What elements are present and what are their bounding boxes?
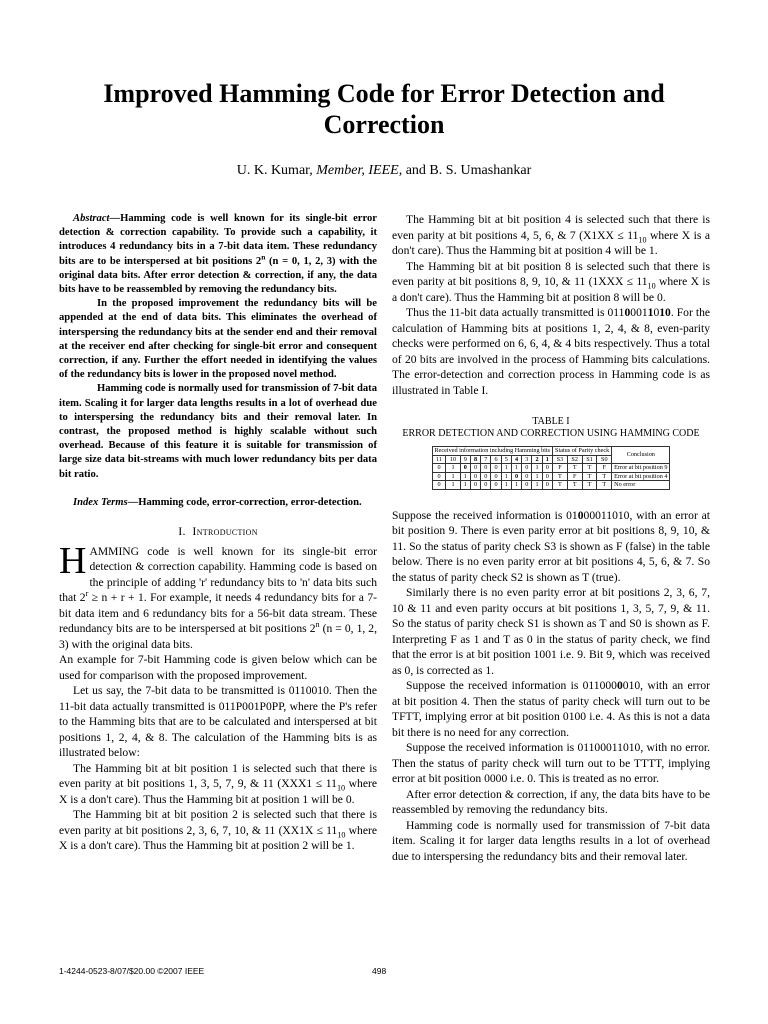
abstract-paragraph-2: In the proposed improvement the redundancy bits will be appended at the end of data bits. This eliminates the overhead of interspersing the redundancy bits at the sender end and their removal at the receiver end after checking for single-bit error and consequent correction, if any. Further the effort needed in identifying the values of the redundancy bits is lower in the proposed novel method. (59, 298, 377, 381)
index-terms (59, 496, 377, 510)
table-cell: T (597, 472, 612, 481)
intro-paragraph-5 (59, 807, 377, 854)
right-text-1-end: where X is a don't care). Thus the Hamming bit at position 4 will be 1. (392, 228, 710, 257)
right-paragraph-2 (392, 259, 710, 306)
table-cell-conclusion: Error at bit position 9 (612, 464, 670, 473)
table-cell: 0 (432, 464, 446, 473)
table-cell: T (553, 481, 568, 490)
table-row (432, 481, 670, 490)
abstract-label: Abstract (73, 213, 110, 224)
right-paragraph-9: Hamming code is normally used for transmission of 7-bit data item. Scaling it for larger data lengths results in a lot of overhead due to interspersing the redundancy bits and their removal later. (392, 818, 710, 863)
section-number: I. (178, 524, 186, 539)
table-cell: T (582, 464, 597, 473)
right-paragraph-6 (392, 678, 710, 740)
right-sub-1: 10 (638, 234, 647, 244)
bit-header: 10 (446, 455, 460, 464)
right-sub-2: 10 (647, 281, 656, 291)
table-cell: T (582, 481, 597, 490)
right-text-3a: Thus the 11-bit data actually transmitted is 011 (406, 306, 625, 319)
intro-paragraph-1 (59, 539, 377, 653)
abstract-paragraph-1 (59, 212, 377, 297)
table-cell: 1 (501, 472, 511, 481)
table-cell: 0 (542, 481, 552, 490)
intro-text-5: The Hamming bit at bit position 2 is selected such that there is even parity at bit positions 2, 3, 6, 7, 10, & 11 (XX1X ≤ 11 (59, 808, 377, 837)
section-heading (59, 524, 377, 540)
bit-header: 4 (511, 455, 521, 464)
table-cell: 0 (470, 472, 480, 481)
bit-header: 6 (491, 455, 501, 464)
authors-member: Member, IEEE (316, 163, 399, 178)
table-cell: 1 (532, 464, 542, 473)
table-cell: 0 (491, 472, 501, 481)
abstract-text-1: —Hamming code is well known for its single-bit error detection & correction capability. To provide such a capability, it introduces 4 redundancy bits in a 7-bit data item. These redundancy bits are to be interspersed at bit positions 2 (59, 213, 377, 267)
table-cell: T (597, 481, 612, 490)
intro-text-1: AMMING code is well known for its single-bit error detection & correction capability. Hamming code is based on the principle of adding 'r' redundancy bits to 'n' data bits such that 2 (59, 544, 377, 605)
table-cell: T (567, 481, 582, 490)
intro-paragraph-2: An example for 7-bit Hamming code is given below which can be used for comparison with the proposed improvement. (59, 653, 377, 682)
right-text-1: The Hamming bit at bit position 4 is selected such that there is even parity at bit positions 4, 5, 6, & 7 (X1XX ≤ 11 (392, 213, 710, 242)
table-cell: 0 (432, 481, 446, 490)
table-cell: 0 (481, 481, 491, 490)
table-cell: 0 (522, 464, 532, 473)
bit-header: 9 (460, 455, 470, 464)
intro-sup-n: n (315, 620, 320, 630)
table-cell: T (582, 472, 597, 481)
bit-header: 5 (501, 455, 511, 464)
right-paragraph-5: Similarly there is no even parity error at bit positions 2, 3, 6, 7, 10 & 11 and even parity occurs at bit positions 1, 3, 5, 7, 9, & 11. So the status of parity check S1 is shown as T and S0 is shown as F. Interpreting F as 1 and T as 0 in the status of parity check, we find that the error is at bit position 1001 i.e. 9. Bit 9, which was received as 0, is corrected as 1. (392, 586, 710, 677)
table-cell: 0 (470, 481, 480, 490)
right-text-4-end: 00011010, with an error at bit position 9. There is even parity error at bit positions 8, 9, 10, & 11. So the status of parity check S3 is shown as F (false) in the table below. There is no even parity error at bit positions 4, 5, 6, & 7. So the status of parity check S2 is shown as T (true). (392, 508, 710, 584)
table-cell-conclusion: No error (612, 481, 670, 490)
table-cell: 0 (432, 472, 446, 481)
left-column (59, 212, 377, 854)
table-cell: 0 (522, 481, 532, 490)
table-cell: 0 (542, 472, 552, 481)
right-text-6a: Suppose the received information is 011000 (406, 679, 617, 693)
table-cell: 0 (481, 472, 491, 481)
bit-header: 3 (522, 455, 532, 464)
index-terms-label: Index Terms (73, 496, 128, 508)
status-header: S0 (597, 455, 612, 464)
table-cell: T (567, 464, 582, 473)
bit-header: 7 (481, 455, 491, 464)
right-paragraph-7: Suppose the received information is 01100011010, with no error. Then the status of parity check will turn out to be TTTT, implying error at bit position 0000 i.e. 0. This is treated as no error. (392, 741, 710, 786)
table-group-status: Status of Parity check (553, 447, 612, 456)
bit-header: 11 (432, 455, 446, 464)
right-paragraph-3 (392, 305, 710, 398)
error-detection-table (432, 446, 671, 490)
error-bit-4: 0 (616, 679, 623, 693)
bit-header: 1 (542, 455, 552, 464)
table-cell: 1 (446, 464, 460, 473)
error-bit-9: 0 (577, 508, 584, 522)
table-cell: 0 (491, 481, 501, 490)
intro-text-5-end: where X is a don't care). Thus the Hamming bit at position 2 will be 1. (59, 823, 377, 853)
dropcap-letter: H (59, 539, 87, 582)
right-text-3-end: . For the calculation of Hamming bits at positions 1, 2, 4, & 8, even-parity checks were performed on 6, 6, 4, & 4 bits respectively. Thus a total of 20 bits are involved in the process of Hamming bits calculations. The error-detection and correction process in Hamming code is as illustrated in Table I. (392, 306, 711, 397)
table-cell: 1 (532, 481, 542, 490)
intro-sub-5: 10 (337, 829, 346, 839)
table-row (432, 472, 670, 481)
index-terms-text: —Hamming code, error-correction, error-detection. (127, 496, 362, 508)
table-cell: 0 (511, 472, 521, 481)
intro-text-1-end: (n = 0, 1, 2, 3) with the original data bits. (59, 622, 377, 651)
right-text-3d: 0 (653, 306, 660, 319)
abstract-text-1-end: (n = 0, 1, 2, 3) with the original data bits. After error detection & correction, if any, the data bits have to be reassembled by removing the redundancy bits. (59, 255, 377, 296)
intro-sub-4: 10 (336, 783, 346, 793)
bit-header: 8 (470, 455, 480, 464)
authors-suffix: , and B. S. Umashankar (398, 163, 532, 178)
intro-paragraph-3: Let us say, the 7-bit data to be transmitted is 0110010. Then the 11-bit data actually transmitted is 011P001P0PP, where the P's refer to the Hamming bits that are to be calculated and interspersed at bit positions 1, 2, 4, & 8. The calculation of the Hamming bits is as illustrated below: (59, 684, 377, 760)
table-cell: 1 (511, 464, 521, 473)
abstract-sup: n (261, 252, 266, 262)
table-group-received: Received information including Hamming bits (432, 447, 552, 456)
table-cell-conclusion: Error at bit position 4 (612, 472, 670, 481)
authors-prefix: U. K. Kumar, (236, 163, 317, 178)
abstract-paragraph-3: Hamming code is normally used for transmission of 7-bit data item. Scaling it for larger data lengths results in a lot of overhead due to interspersing the redundancy bits and their removal later. In contrast, the proposed method is highly scalable without such overhead. Because of this feature it is suitable for transmission of large size data bit-streams with much lower redundancy bits per data bit ratio. (59, 383, 377, 480)
intro-sup-r: r (85, 589, 89, 599)
table-cell: 1 (460, 481, 470, 490)
table-cell: 1 (532, 472, 542, 481)
right-paragraph-8: After error detection & correction, if any, the data bits have to be reassembled by removing the redundancy bits. (392, 787, 710, 817)
table-cell: 1 (501, 481, 511, 490)
right-paragraph-4 (392, 508, 710, 586)
right-column (392, 212, 710, 864)
hamming-bit-4: 0 (624, 306, 631, 319)
intro-text-1-mid: ≥ n + r + 1. For example, it needs 4 redundancy bits for a 7-bit data item and 6 redundancy bits for a 56-bit data stream. These redundancy bits are to be interspersed at bit positions 2 (59, 591, 377, 636)
table-cell: 1 (511, 481, 521, 490)
right-paragraph-1 (392, 212, 710, 259)
footer-copyright: 1-4244-0523-8/07/$20.00 ©2007 IEEE (59, 966, 205, 976)
table-cell: F (597, 464, 612, 473)
table-cell: 0 (460, 464, 470, 473)
table-cell: 0 (542, 464, 552, 473)
section-title: Introduction (192, 524, 258, 539)
table-cell: 0 (481, 464, 491, 473)
table-cell: 0 (470, 464, 480, 473)
intro-text-4: The Hamming bit at bit position 1 is selected such that there is even parity at bit positions 1, 3, 5, 7, 9, & 11 (XXX1 ≤ 11 (59, 761, 377, 791)
hamming-bits-1-2: 10 (659, 306, 671, 319)
table-cell: T (553, 472, 568, 481)
bit-header: 2 (532, 455, 542, 464)
table-cell: F (567, 472, 582, 481)
table-cell: F (553, 464, 568, 473)
right-text-3c: 001 (630, 306, 648, 319)
right-text-2-end: where X is a don't care). Thus the Hamming bit at position 8 will be 0. (392, 275, 711, 304)
table-cell: 0 (522, 472, 532, 481)
table-label: TABLE I (532, 416, 570, 427)
table-caption (392, 416, 710, 440)
table-caption-text: ERROR DETECTION AND CORRECTION USING HAMMING CODE (402, 428, 700, 439)
table-cell: 0 (491, 464, 501, 473)
table-group-conclusion: Conclusion (612, 447, 670, 464)
status-header: S2 (567, 455, 582, 464)
authors-line (60, 163, 708, 179)
intro-text-4-end: where X is a don't care). Thus the Hamming bit at position 1 will be 0. (59, 777, 377, 806)
table-cell: 1 (460, 472, 470, 481)
status-header: S1 (582, 455, 597, 464)
paper-title: Improved Hamming Code for Error Detection and Correction (103, 79, 665, 139)
table-cell: 1 (446, 481, 460, 490)
right-text-2: The Hamming bit at bit position 8 is selected such that there is even parity at bit positions 8, 9, 10, & 11 (1XXX ≤ 11 (392, 259, 710, 288)
page-number: 498 (372, 966, 387, 976)
right-text-4a: Suppose the received information is 01 (392, 508, 578, 522)
right-text-6-end: 010, with an error at bit position 4. Then the status of parity check will turn out to be TFTT, implying error at bit position 0100 i.e. 4. As this is not a data bit there is no need for any correction. (392, 679, 710, 739)
table-row (432, 464, 670, 473)
hamming-bit-8: 1 (647, 306, 654, 319)
intro-paragraph-4 (59, 761, 377, 808)
status-header: S3 (553, 455, 568, 464)
table-group-header (432, 447, 670, 456)
table-cell: 1 (501, 464, 511, 473)
table-cell: 1 (446, 472, 460, 481)
